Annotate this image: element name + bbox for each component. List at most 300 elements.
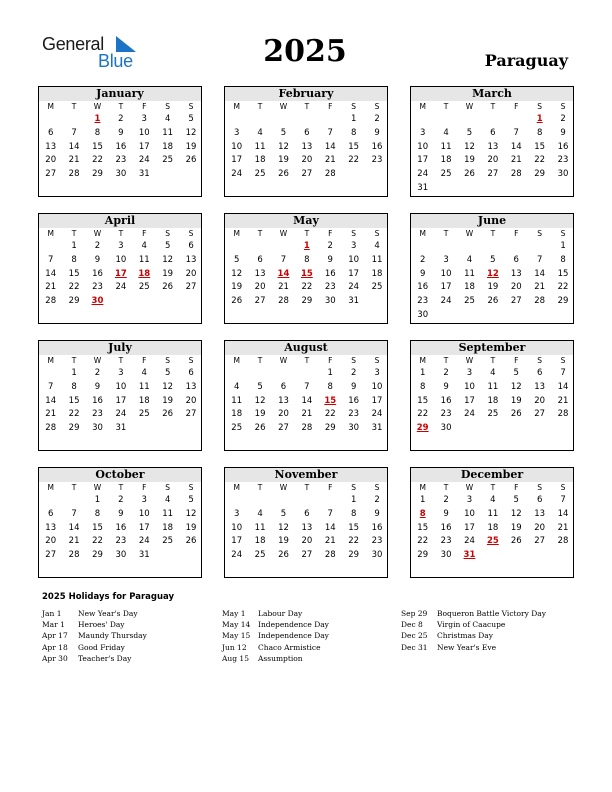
empty-day-cell <box>39 494 62 508</box>
weekday-header: W <box>279 102 288 111</box>
day-cell: 21 <box>557 395 569 406</box>
empty-day-cell <box>295 494 318 508</box>
empty-day-cell <box>272 494 295 508</box>
day-cell: 25 <box>254 550 266 561</box>
day-cell: 28 <box>68 169 80 180</box>
day-cell: 10 <box>417 141 429 152</box>
day-cell: 24 <box>115 409 127 420</box>
holiday-row <box>222 642 329 653</box>
weekday-header: S <box>351 356 357 365</box>
month-title: April <box>39 214 201 228</box>
holidays-title: 2025 Holidays for Paraguay <box>42 592 175 602</box>
day-cell: 9 <box>118 508 124 519</box>
month-june <box>410 213 574 324</box>
weekday-header: T <box>71 356 77 365</box>
day-cell: 13 <box>534 508 546 519</box>
day-cell: 24 <box>231 550 243 561</box>
day-cell: 25 <box>487 409 499 420</box>
day-cell: 13 <box>254 268 266 279</box>
weekday-header: T <box>490 483 496 492</box>
holiday-day-cell: 17 <box>114 268 127 279</box>
day-cell: 19 <box>278 536 289 547</box>
day-cell: 19 <box>185 141 197 152</box>
day-cell: 13 <box>45 522 57 533</box>
holiday-row <box>42 642 147 653</box>
holiday-column <box>222 608 329 664</box>
day-cell: 14 <box>557 508 569 519</box>
day-cell: 5 <box>280 508 287 519</box>
day-cell: 3 <box>419 127 426 138</box>
day-cell: 30 <box>348 423 360 434</box>
day-cell: 19 <box>464 155 475 166</box>
day-cell: 21 <box>45 409 57 420</box>
holiday-date: Dec 8 <box>401 620 423 630</box>
empty-day-cell <box>248 113 271 127</box>
weekday-header: S <box>374 229 380 238</box>
day-cell: 22 <box>417 409 429 420</box>
day-cell: 27 <box>185 409 197 420</box>
day-cell: 21 <box>45 282 57 293</box>
day-cell: 27 <box>45 550 57 561</box>
weekday-header: F <box>328 102 333 111</box>
day-cell: 23 <box>440 536 452 547</box>
holiday-row <box>222 619 329 630</box>
day-cell: 29 <box>534 169 546 180</box>
day-cell: 5 <box>490 254 496 265</box>
day-cell: 12 <box>510 381 522 392</box>
empty-day-cell <box>225 367 248 381</box>
day-cell: 14 <box>510 141 522 152</box>
weekday-header: W <box>279 356 288 365</box>
day-cell: 11 <box>487 508 499 519</box>
day-cell: 21 <box>324 536 336 547</box>
day-cell: 16 <box>557 141 569 152</box>
day-cell: 11 <box>138 381 150 392</box>
day-cell: 12 <box>185 508 197 519</box>
day-cell: 28 <box>557 409 569 420</box>
weekday-header: W <box>93 102 102 111</box>
day-cell: 17 <box>464 522 475 533</box>
weekday-header: F <box>328 229 333 238</box>
day-cell: 23 <box>348 409 360 420</box>
holiday-row <box>401 642 546 653</box>
day-cell: 17 <box>371 395 383 406</box>
day-cell: 5 <box>257 381 263 392</box>
weekday-header: S <box>351 483 357 492</box>
day-cell: 2 <box>118 495 124 505</box>
holiday-name: Independence Day <box>258 631 329 641</box>
day-cell: 15 <box>534 141 546 152</box>
day-cell: 10 <box>231 141 243 152</box>
weekday-header: F <box>514 102 519 111</box>
day-cell: 28 <box>45 423 57 434</box>
day-cell: 20 <box>278 409 289 420</box>
day-cell: 25 <box>138 282 150 293</box>
weekday-header: T <box>118 102 124 111</box>
day-cell: 22 <box>348 155 360 166</box>
day-cell: 27 <box>301 169 313 180</box>
empty-day-cell <box>39 367 62 381</box>
holiday-row <box>401 608 546 619</box>
day-cell: 9 <box>118 127 124 138</box>
weekday-header: M <box>233 356 240 365</box>
day-cell: 9 <box>560 127 566 138</box>
day-cell: 4 <box>257 127 263 138</box>
weekday-header: T <box>71 102 77 111</box>
weekday-header: M <box>47 483 54 492</box>
day-cell: 14 <box>324 522 336 533</box>
day-cell: 13 <box>301 141 313 152</box>
weekday-header: S <box>188 102 194 111</box>
empty-day-cell <box>272 113 295 127</box>
holiday-row <box>222 608 329 619</box>
empty-day-cell <box>411 113 434 127</box>
day-cell: 22 <box>417 536 429 547</box>
day-cell: 12 <box>162 254 174 265</box>
holiday-day-cell: 12 <box>486 268 499 279</box>
day-cell: 18 <box>487 395 499 406</box>
holiday-date: Dec 25 <box>401 631 428 641</box>
weekday-header: T <box>71 483 77 492</box>
empty-day-cell <box>295 367 318 381</box>
day-cell: 28 <box>534 296 546 307</box>
day-cell: 3 <box>141 495 147 505</box>
day-cell: 15 <box>92 141 103 152</box>
day-cell: 15 <box>417 522 429 533</box>
day-cell: 16 <box>371 522 383 533</box>
month-title: January <box>39 87 201 101</box>
day-cell: 1 <box>71 241 77 251</box>
holiday-date: May 14 <box>222 620 251 630</box>
day-cell: 8 <box>350 508 357 519</box>
day-cell: 21 <box>510 155 522 166</box>
day-cell: 1 <box>419 368 426 378</box>
day-cell: 20 <box>185 268 197 279</box>
day-cell: 3 <box>443 254 449 265</box>
day-cell: 19 <box>162 268 174 279</box>
month-september <box>410 340 574 451</box>
day-cell: 17 <box>348 268 360 279</box>
weekday-header: F <box>328 483 333 492</box>
day-cell: 31 <box>138 550 150 561</box>
weekday-header: S <box>374 102 380 111</box>
day-cell: 8 <box>327 381 333 392</box>
day-cell: 14 <box>45 395 57 406</box>
empty-day-cell <box>248 494 271 508</box>
day-cell: 14 <box>68 522 80 533</box>
weekday-header: F <box>142 229 147 238</box>
day-cell: 18 <box>231 409 243 420</box>
day-cell: 7 <box>327 127 333 138</box>
day-cell: 23 <box>371 155 383 166</box>
day-cell: 26 <box>278 550 289 561</box>
day-cell: 26 <box>487 296 499 307</box>
day-cell: 31 <box>371 423 383 434</box>
day-cell: 7 <box>560 495 566 505</box>
day-cell: 20 <box>45 155 57 166</box>
weekday-header: M <box>419 102 426 111</box>
day-cell: 16 <box>348 395 360 406</box>
weekday-header: F <box>142 483 147 492</box>
day-cell: 18 <box>464 282 475 293</box>
day-cell: 22 <box>348 536 360 547</box>
holiday-day-cell: 1 <box>94 114 101 124</box>
day-cell: 17 <box>138 522 150 533</box>
day-cell: 17 <box>231 155 243 166</box>
weekday-header: M <box>233 229 240 238</box>
weekday-header: M <box>419 483 426 492</box>
day-cell: 3 <box>118 241 124 251</box>
day-cell: 24 <box>371 409 383 420</box>
day-cell: 22 <box>92 536 103 547</box>
day-cell: 9 <box>327 254 333 265</box>
month-title: August <box>225 341 387 355</box>
holiday-day-cell: 15 <box>300 268 313 279</box>
month-november <box>224 467 388 578</box>
day-cell: 5 <box>466 127 473 138</box>
day-cell: 6 <box>513 254 519 265</box>
day-cell: 7 <box>327 508 333 519</box>
month-title: June <box>411 214 573 228</box>
day-cell: 22 <box>324 409 336 420</box>
day-cell: 30 <box>115 169 127 180</box>
holiday-day-cell: 1 <box>303 241 310 251</box>
day-cell: 16 <box>92 395 103 406</box>
day-cell: 12 <box>510 508 522 519</box>
holiday-name: New Year's Day <box>78 609 138 618</box>
holiday-date: Jun 12 <box>222 642 247 652</box>
month-title: July <box>39 341 201 355</box>
day-cell: 24 <box>464 409 475 420</box>
month-title: December <box>411 468 573 482</box>
day-cell: 13 <box>487 141 499 152</box>
day-cell: 21 <box>301 409 313 420</box>
generalblue-logo <box>42 34 152 74</box>
holiday-row <box>42 608 147 619</box>
day-cell: 16 <box>371 141 383 152</box>
day-cell: 30 <box>92 423 103 434</box>
day-cell: 21 <box>68 536 80 547</box>
day-cell: 3 <box>466 368 473 378</box>
holiday-day-cell: 18 <box>138 268 151 279</box>
weekday-header: W <box>465 483 474 492</box>
holiday-date: Apr 18 <box>42 642 68 652</box>
day-cell: 18 <box>162 522 174 533</box>
weekday-header: T <box>490 356 496 365</box>
day-cell: 13 <box>278 395 289 406</box>
day-cell: 27 <box>278 423 289 434</box>
weekday-header: T <box>443 102 449 111</box>
weekday-header: S <box>188 356 194 365</box>
weekday-header: T <box>257 483 263 492</box>
month-january <box>38 86 202 197</box>
day-cell: 26 <box>185 155 197 166</box>
day-cell: 1 <box>350 114 357 124</box>
day-cell: 9 <box>374 127 380 138</box>
day-cell: 15 <box>92 522 103 533</box>
holiday-day-cell: 25 <box>486 536 499 547</box>
month-april <box>38 213 202 324</box>
day-cell: 27 <box>510 296 522 307</box>
day-cell: 2 <box>327 241 333 251</box>
empty-day-cell <box>458 240 481 254</box>
day-cell: 25 <box>464 296 475 307</box>
day-cell: 20 <box>254 282 266 293</box>
day-cell: 21 <box>324 155 336 166</box>
weekday-header: M <box>47 356 54 365</box>
empty-day-cell <box>481 113 504 127</box>
weekday-header: T <box>257 102 263 111</box>
day-cell: 9 <box>94 254 101 265</box>
day-cell: 29 <box>301 296 313 307</box>
holiday-row <box>401 630 546 641</box>
day-cell: 4 <box>164 495 171 505</box>
day-cell: 14 <box>45 268 57 279</box>
day-cell: 21 <box>68 155 80 166</box>
day-cell: 9 <box>374 508 380 519</box>
day-cell: 26 <box>185 536 197 547</box>
empty-day-cell <box>272 240 295 254</box>
holiday-row <box>222 630 329 641</box>
day-cell: 10 <box>115 381 127 392</box>
holiday-row <box>42 630 147 641</box>
day-cell: 25 <box>371 282 383 293</box>
day-cell: 8 <box>71 381 77 392</box>
day-cell: 12 <box>278 141 289 152</box>
holiday-row <box>401 619 546 630</box>
month-august <box>224 340 388 451</box>
month-title: September <box>411 341 573 355</box>
day-cell: 28 <box>278 296 289 307</box>
weekday-header: S <box>560 356 566 365</box>
day-cell: 2 <box>94 241 101 251</box>
day-cell: 23 <box>324 282 336 293</box>
day-cell: 13 <box>45 141 57 152</box>
day-cell: 21 <box>557 522 569 533</box>
holiday-day-cell: 15 <box>324 395 337 406</box>
weekday-header: F <box>142 356 147 365</box>
holiday-name: Labour Day <box>258 609 303 618</box>
day-cell: 10 <box>348 254 360 265</box>
day-cell: 9 <box>443 381 449 392</box>
weekday-header: S <box>560 102 566 111</box>
day-cell: 27 <box>45 169 57 180</box>
day-cell: 11 <box>231 395 243 406</box>
day-cell: 18 <box>254 536 266 547</box>
day-cell: 18 <box>440 155 452 166</box>
day-cell: 26 <box>231 296 243 307</box>
day-cell: 4 <box>490 495 496 505</box>
day-cell: 28 <box>324 169 336 180</box>
holiday-row <box>42 653 147 664</box>
day-cell: 7 <box>536 254 543 265</box>
weekday-header: T <box>443 229 449 238</box>
day-cell: 8 <box>419 381 426 392</box>
day-cell: 9 <box>443 508 449 519</box>
empty-day-cell <box>39 240 62 254</box>
day-cell: 28 <box>45 296 57 307</box>
weekday-header: T <box>257 356 263 365</box>
holiday-day-cell: 29 <box>416 423 429 434</box>
day-cell: 24 <box>417 169 429 180</box>
weekday-header: T <box>443 483 449 492</box>
day-cell: 15 <box>68 395 80 406</box>
day-cell: 8 <box>560 254 566 265</box>
day-cell: 29 <box>417 550 429 561</box>
day-cell: 19 <box>162 395 174 406</box>
day-cell: 24 <box>231 169 243 180</box>
country-title: Paraguay <box>484 51 568 70</box>
day-cell: 16 <box>417 282 429 293</box>
day-cell: 12 <box>278 522 289 533</box>
day-cell: 11 <box>440 141 452 152</box>
day-cell: 22 <box>557 282 569 293</box>
weekday-header: T <box>118 229 124 238</box>
day-cell: 10 <box>138 127 150 138</box>
weekday-header: S <box>560 483 566 492</box>
day-cell: 19 <box>231 282 243 293</box>
weekday-header: W <box>93 483 102 492</box>
day-cell: 4 <box>141 241 147 251</box>
weekday-header: F <box>514 356 519 365</box>
day-cell: 4 <box>233 381 240 392</box>
day-cell: 25 <box>254 169 266 180</box>
day-cell: 24 <box>115 282 127 293</box>
year-title: 2025 <box>263 34 347 69</box>
day-cell: 4 <box>443 127 449 138</box>
weekday-header: T <box>71 229 77 238</box>
day-cell: 16 <box>115 522 127 533</box>
day-cell: 3 <box>233 127 240 138</box>
day-cell: 15 <box>348 522 360 533</box>
day-cell: 16 <box>440 395 452 406</box>
holiday-date: Mar 1 <box>42 620 65 630</box>
day-cell: 7 <box>304 381 310 392</box>
day-cell: 15 <box>68 268 80 279</box>
day-cell: 17 <box>231 536 243 547</box>
day-cell: 23 <box>440 409 452 420</box>
empty-day-cell <box>319 494 342 508</box>
day-cell: 7 <box>513 127 519 138</box>
empty-day-cell <box>39 113 62 127</box>
holiday-column <box>401 608 546 653</box>
month-title: March <box>411 87 573 101</box>
day-cell: 7 <box>71 508 77 519</box>
day-cell: 27 <box>534 536 546 547</box>
day-cell: 31 <box>417 182 429 193</box>
day-cell: 7 <box>47 254 54 265</box>
day-cell: 23 <box>92 282 103 293</box>
empty-day-cell <box>434 113 457 127</box>
day-cell: 8 <box>94 127 101 138</box>
day-cell: 30 <box>115 550 127 561</box>
empty-day-cell <box>505 113 528 127</box>
weekday-header: T <box>257 229 263 238</box>
day-cell: 23 <box>115 155 127 166</box>
day-cell: 6 <box>188 241 194 251</box>
day-cell: 1 <box>419 495 426 505</box>
weekday-header: W <box>465 229 474 238</box>
day-cell: 5 <box>280 127 287 138</box>
holiday-name: Teacher's Day <box>78 653 132 663</box>
day-cell: 9 <box>419 268 426 279</box>
month-title: May <box>225 214 387 228</box>
day-cell: 2 <box>118 114 124 124</box>
holiday-date: Apr 17 <box>42 631 68 641</box>
day-cell: 19 <box>487 282 499 293</box>
month-title: October <box>39 468 201 482</box>
month-february <box>224 86 388 197</box>
